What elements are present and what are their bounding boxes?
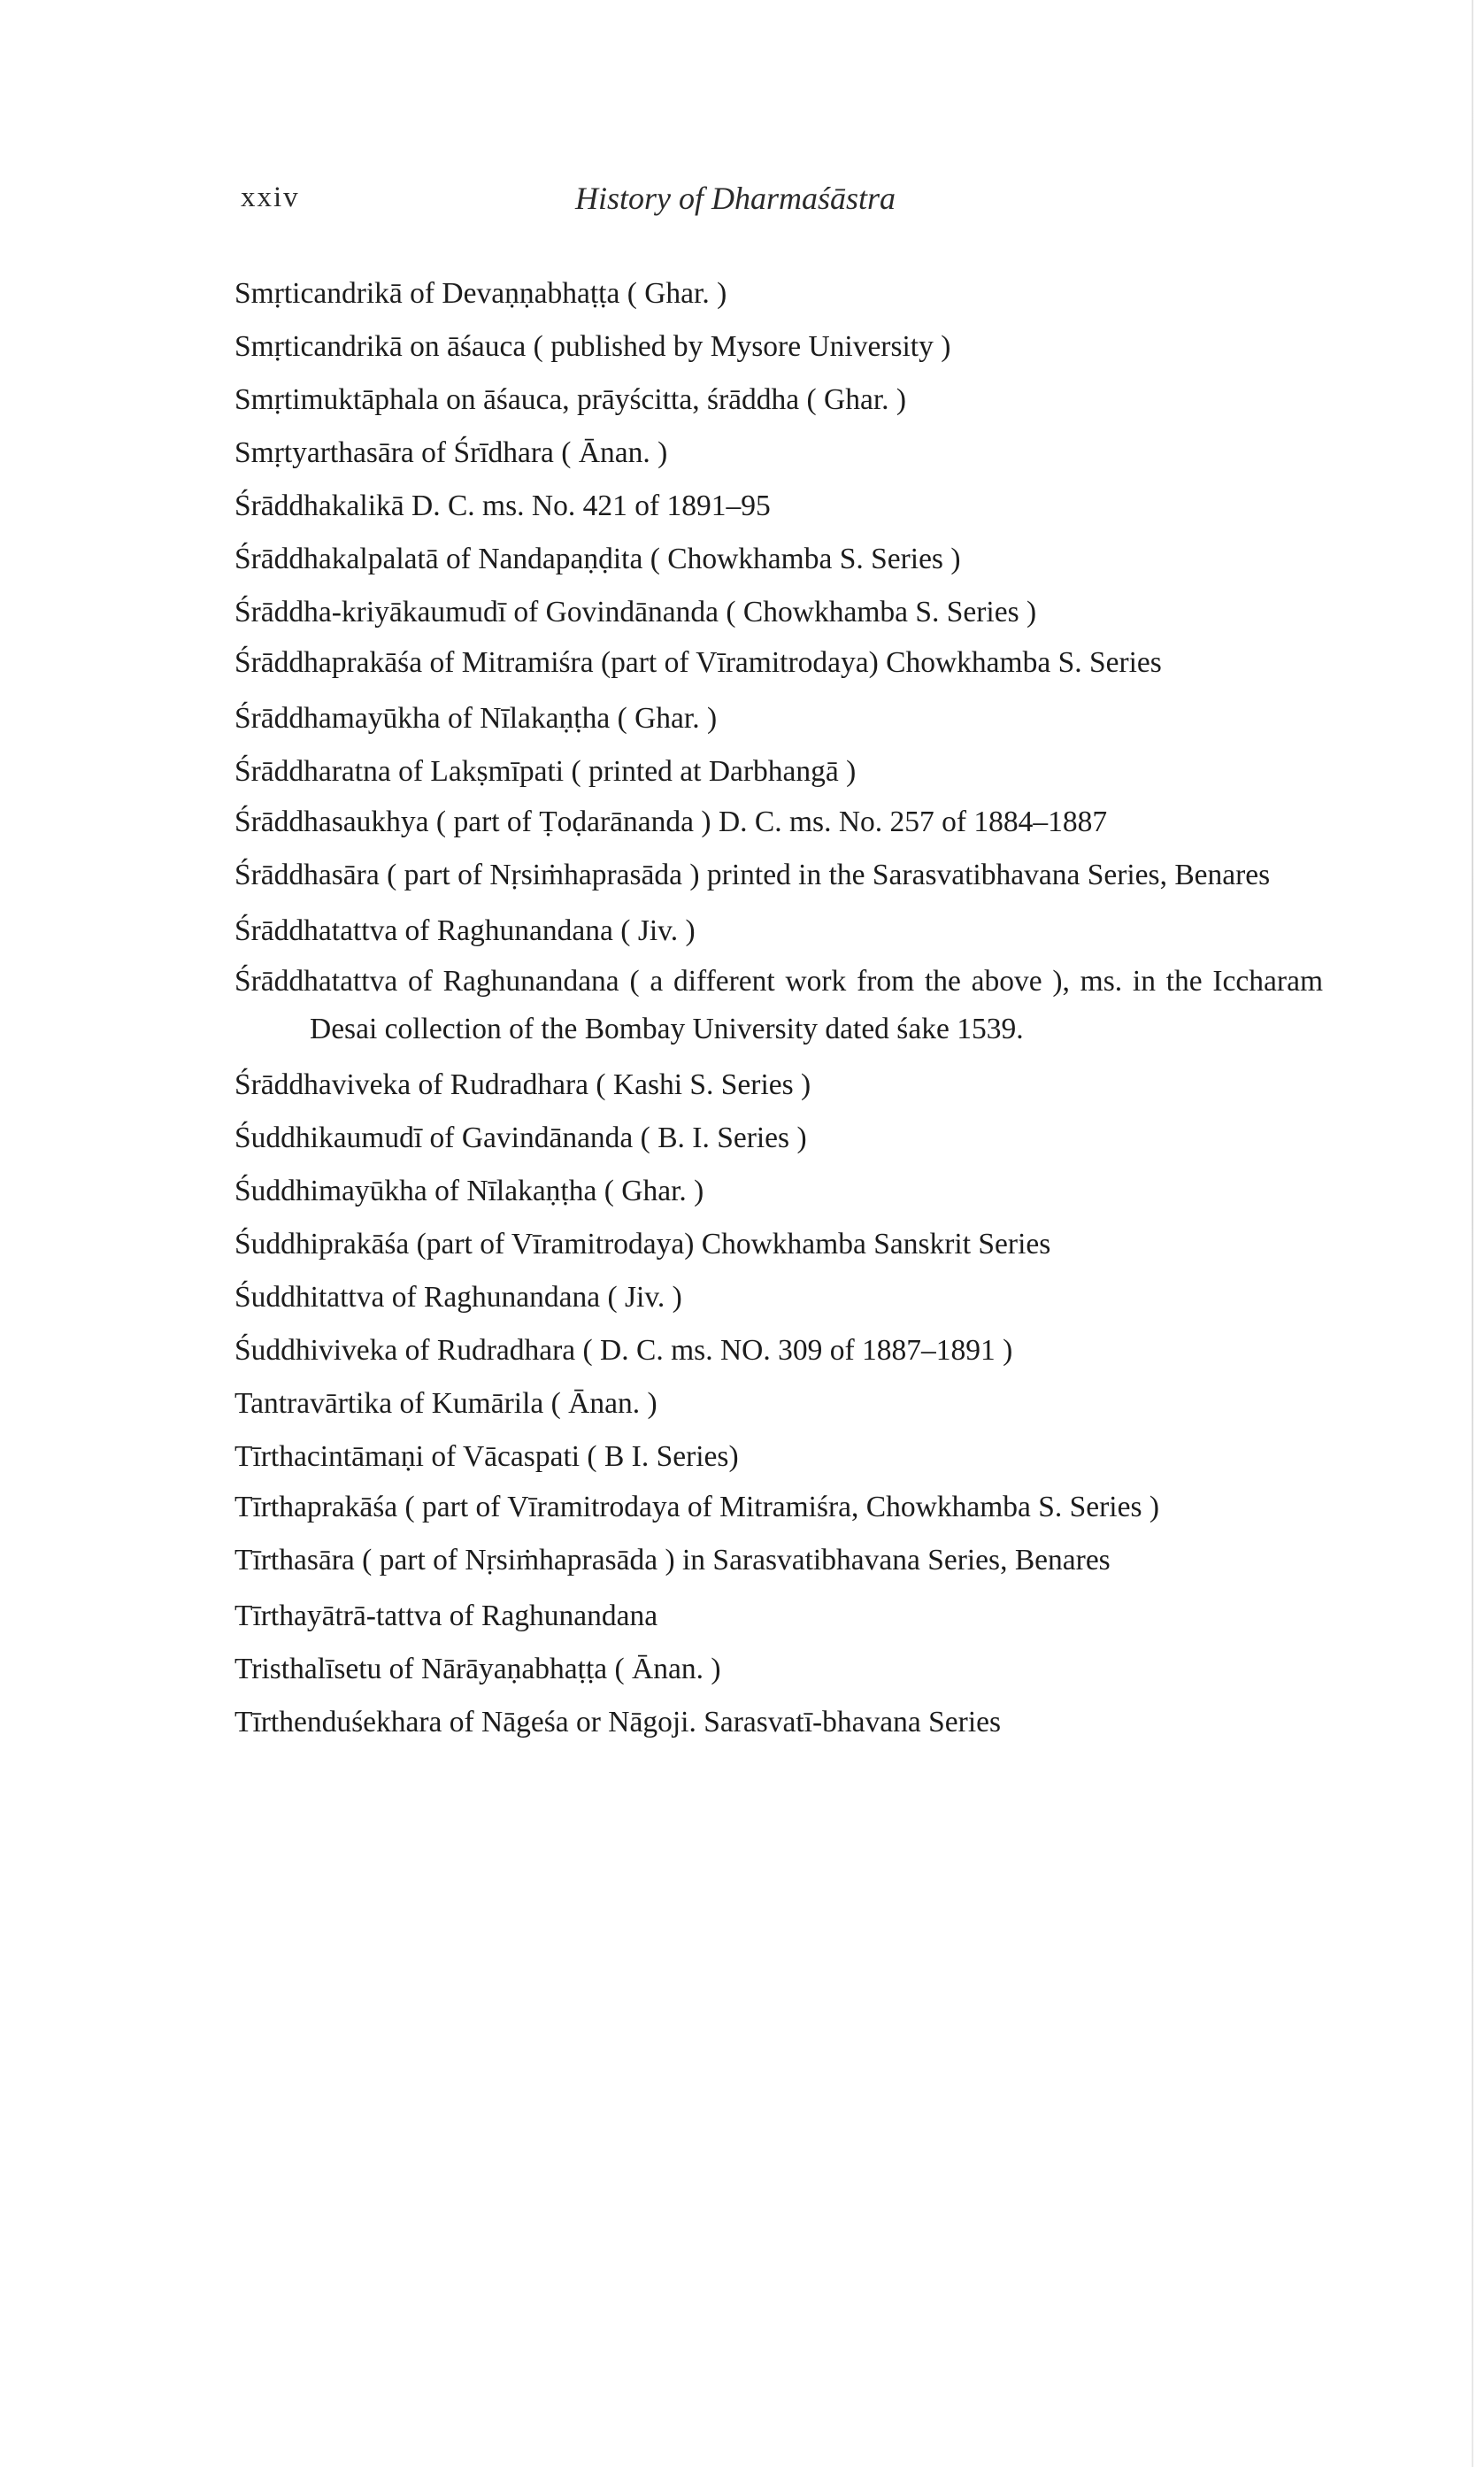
bibliography-entry: Śrāddhasāra ( part of Nṛsiṁhaprasāda ) printed in the Sarasvatibhavana Series, Benares xyxy=(235,859,1271,891)
bibliography-entry: Smṛtimuktāphala on āśauca, prāyścitta, śrāddha ( Ghar. ) xyxy=(235,383,907,416)
bibliography-entry: Śuddhikaumudī of Gavindānanda ( B. I. Series ) xyxy=(235,1122,807,1154)
bibliography-entry: Śrāddha-kriyākaumudī of Govindānanda ( Chowkhamba S. Series ) xyxy=(235,596,1037,628)
bibliography-entry: Tristhalīsetu of Nārāyaṇabhaṭṭa ( Ānan. ) xyxy=(235,1653,721,1685)
bibliography-entry: Śrāddhaprakāśa of Mitramiśra (part of Vīramitrodaya) Chowkhamba S. Series xyxy=(235,646,1162,679)
bibliography-entry: Śuddhitattva of Raghunandana ( Jiv. ) xyxy=(235,1281,682,1314)
bibliography-entry: Śuddhiprakāśa (part of Vīramitrodaya) Chowkhamba Sanskrit Series xyxy=(235,1228,1051,1260)
bibliography-entry: Śrāddhakalikā D. C. ms. No. 421 of 1891–95 xyxy=(235,490,771,522)
bibliography-list xyxy=(235,267,1323,1749)
bibliography-entry: Śrāddhatattva of Raghunandana ( Jiv. ) xyxy=(235,914,696,947)
bibliography-entry: Śuddhimayūkha of Nīlakaṇṭha ( Ghar. ) xyxy=(235,1175,704,1207)
bibliography-entry: Smṛtyarthasāra of Śrīdhara ( Ānan. ) xyxy=(235,436,668,469)
running-title: History of Dharmaśāstra xyxy=(575,181,896,216)
bibliography-entry: Śrāddhamayūkha of Nīlakaṇṭha ( Ghar. ) xyxy=(235,702,718,735)
page-edge-shadow xyxy=(1472,0,1473,2467)
bibliography-entry: Śrāddhatattva of Raghunandana ( a different work from the above ), ms. in the Iccharam Desai collection of the Bombay University dated śake 1539. xyxy=(235,965,1323,1045)
bibliography-entry: Smṛticandrikā on āśauca ( published by Mysore University ) xyxy=(235,330,951,363)
bibliography-entry: Tantravārtika of Kumārila ( Ānan. ) xyxy=(235,1387,657,1420)
bibliography-entry: Tīrthasāra ( part of Nṛsiṁhaprasāda ) in Sarasvatibhavana Series, Benares xyxy=(235,1544,1111,1577)
bibliography-entry: Tīrthaprakāśa ( part of Vīramitrodaya of Mitramiśra, Chowkhamba S. Series ) xyxy=(235,1491,1160,1523)
page-number: xxiv xyxy=(241,181,300,213)
bibliography-entry: Śrāddhaviveka of Rudradhara ( Kashi S. Series ) xyxy=(235,1068,811,1101)
bibliography-entry: Śuddhiviveka of Rudradhara ( D. C. ms. NO. 309 of 1887–1891 ) xyxy=(235,1334,1013,1367)
bibliography-entry: Śrāddhakalpalatā of Nandapaṇḍita ( Chowkhamba S. Series ) xyxy=(235,543,961,575)
bibliography-entry: Smṛticandrikā of Devaṇṇabhaṭṭa ( Ghar. ) xyxy=(235,277,727,310)
bibliography-entry: Tīrthenduśekhara of Nāgeśa or Nāgoji. Sarasvatī-bhavana Series xyxy=(235,1706,1002,1738)
bibliography-entry: Tīrthayātrā-tattva of Raghunandana xyxy=(235,1600,658,1632)
page-header xyxy=(0,181,1484,235)
bibliography-entry: Tīrthacintāmaṇi of Vācaspati ( B I. Series) xyxy=(235,1440,739,1473)
bibliography-entry: Śrāddharatna of Lakṣmīpati ( printed at Darbhangā ) xyxy=(235,755,857,788)
bibliography-entry: Śrāddhasaukhya ( part of Ṭoḍarānanda ) D. C. ms. No. 257 of 1884–1887 xyxy=(235,806,1108,838)
